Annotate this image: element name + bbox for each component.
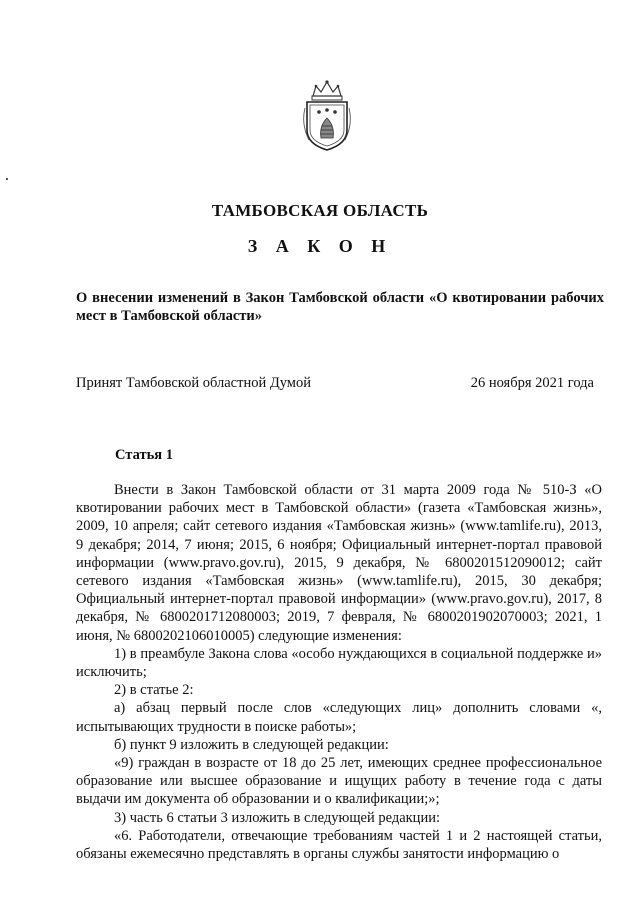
region-name: ТАМБОВСКАЯ ОБЛАСТЬ (211, 201, 429, 220)
article-heading: Статья 1 (115, 447, 173, 463)
scan-speck (6, 178, 8, 180)
tambov-coat-of-arms-icon (297, 78, 357, 152)
article-paragraph: б) пункт 9 изложить в следующей редакции: (114, 736, 389, 753)
document-type: З А К О Н (247, 236, 393, 256)
article-paragraph: а) абзац первый после слов «следующих лиц» дополнить словами «, испытывающих трудности в поиске работы»; (76, 700, 602, 735)
article-paragraph: 2) в статье 2: (114, 682, 194, 699)
article-paragraph: «9) граждан в возрасте от 18 до 25 лет, имеющих среднее профессиональное образование или высшее образование и ищущих работу в течение года с даты выдачи им документа об образовании и о квалификации;»; (76, 755, 602, 808)
article-paragraph: 1) в преамбуле Закона слова «особо нуждающихся в социальной поддержке и» исключить; (76, 645, 602, 681)
adopted-by: Принят Тамбовской областной Думой (76, 375, 311, 391)
law-title: О внесении изменений в Закон Тамбовской области «О квотировании рабочих мест в Тамбовской области» (76, 290, 604, 324)
adoption-date: 26 ноября 2021 года (470, 375, 594, 391)
article-paragraph: 3) часть 6 статьи 3 изложить в следующей редакции: (114, 809, 440, 826)
article-paragraph: Внести в Закон Тамбовской области от 31 марта 2009 года № 510-З «О квотировании рабочих мест в Тамбовской области» (газета «Тамбовская жизнь», 2009, 10 апреля; сайт сетевого издания «Тамбовская жизнь» (www.tamlife.ru), 2013, 9 декабря; 2014, 7 июня; 2015, 6 ноября; Официальный интернет-портал правовой информации (www.pravo.gov.ru), 2015, 9 декабря, № 6800201512090012; сайт сетевого издания «Тамбовская жизнь» (www.tamlife.ru), 2015, 30 декабря; Официальный интернет-портал правовой информации» (www.pravo.gov.ru), 2017, 8 декабря, № 6800201712080003; 2019, 7 февраля, № 6800201902070003; 2021, 1 июня, № 6800202106010005) следующие изменения: (76, 482, 602, 644)
article-paragraph: «6. Работодатели, отвечающие требованиям частей 1 и 2 настоящей статьи, обязаны ежемесячно представлять в органы службы занятости информацию о (76, 827, 602, 863)
article-body (76, 481, 602, 863)
